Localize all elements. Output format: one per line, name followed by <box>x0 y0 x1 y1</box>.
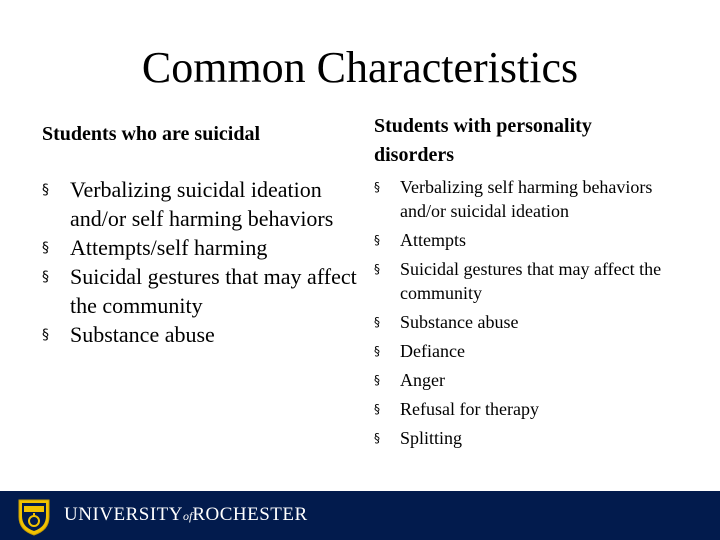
wordmark-of: of <box>183 509 193 523</box>
list-item <box>374 339 694 363</box>
bullet-text: Suicidal gestures that may affect the community <box>400 259 662 303</box>
bullet-text: Refusal for therapy <box>400 399 539 419</box>
bullet-text: Attempts/self harming <box>70 235 268 260</box>
list-item <box>374 175 694 223</box>
bullet-marker-icon: § <box>374 233 380 247</box>
bullet-marker-icon: § <box>42 240 49 256</box>
list-item <box>374 257 694 305</box>
bullet-text: Defiance <box>400 341 465 361</box>
list-item <box>42 320 362 349</box>
bullet-text: Splitting <box>400 428 463 448</box>
list-item <box>374 426 694 450</box>
bullet-marker-icon: § <box>374 180 380 194</box>
university-shield-icon <box>14 497 54 537</box>
list-item <box>42 233 362 262</box>
bullet-marker-icon: § <box>42 182 49 198</box>
bullet-text: Substance abuse <box>400 312 519 332</box>
list-item <box>374 310 694 334</box>
bullet-marker-icon: § <box>374 315 380 329</box>
right-bullet-list <box>374 175 694 455</box>
right-column-heading: Students with personality disorders <box>374 115 592 166</box>
bullet-marker-icon: § <box>374 262 380 276</box>
list-item <box>42 262 362 320</box>
footer-bar <box>0 491 720 540</box>
list-item <box>374 397 694 421</box>
bullet-marker-icon: § <box>42 269 49 285</box>
bullet-marker-icon: § <box>374 402 380 416</box>
university-wordmark <box>64 503 308 528</box>
list-item <box>374 228 694 252</box>
bullet-marker-icon: § <box>374 431 380 445</box>
bullet-text: Verbalizing self harming behaviors and/or suicidal ideation <box>400 177 653 221</box>
bullet-marker-icon: § <box>374 373 380 387</box>
bullet-text: Verbalizing suicidal ideation and/or self harming behaviors <box>70 177 334 231</box>
bullet-text: Attempts <box>400 230 466 250</box>
wordmark-university: UNIVERSITY <box>64 504 183 525</box>
left-column-heading: Students who are suicidal <box>42 123 261 145</box>
bullet-text: Anger <box>400 370 445 390</box>
wordmark-rochester: ROCHESTER <box>192 504 308 525</box>
list-item <box>42 175 362 233</box>
slide-title: Common Characteristics <box>141 43 579 92</box>
bullet-marker-icon: § <box>42 327 49 343</box>
list-item <box>374 368 694 392</box>
left-bullet-list <box>42 175 362 349</box>
bullet-marker-icon: § <box>374 344 380 358</box>
bullet-text: Substance abuse <box>70 322 215 347</box>
bullet-text: Suicidal gestures that may affect the community <box>70 264 357 318</box>
